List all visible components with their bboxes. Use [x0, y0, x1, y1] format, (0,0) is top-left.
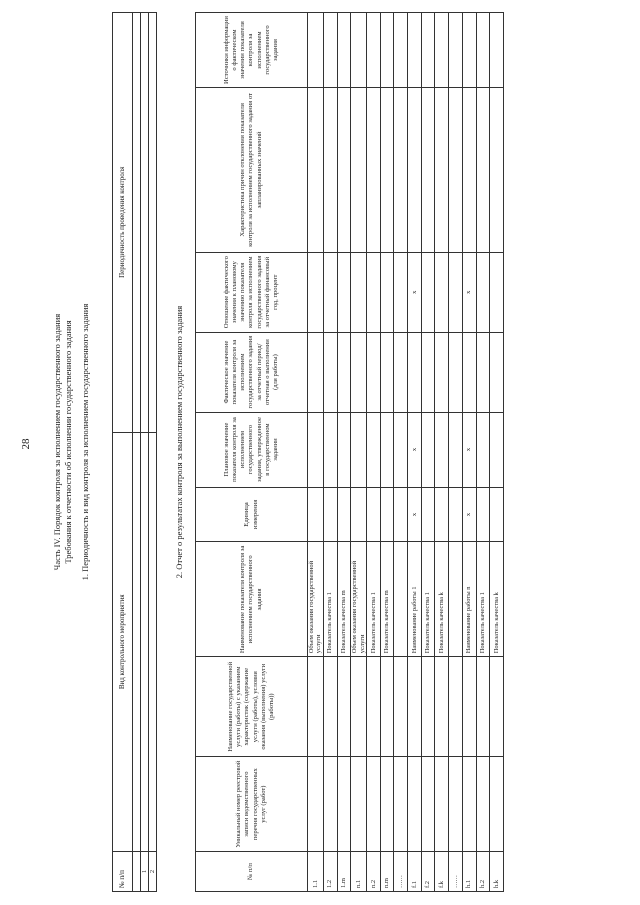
indicator-name-cell: Наименование работы n — [462, 542, 476, 657]
table-row — [449, 13, 463, 892]
report-table-body — [308, 13, 504, 892]
actual-value-cell — [380, 332, 394, 412]
table-cell — [141, 13, 149, 433]
unit-cell — [476, 487, 490, 542]
table-row — [133, 13, 141, 892]
table-row — [380, 13, 394, 892]
service-name-cell — [308, 657, 324, 757]
service-name-cell — [394, 657, 408, 757]
planned-value-cell — [308, 412, 324, 487]
deviation-reasons-cell — [476, 88, 490, 253]
service-name-cell — [367, 657, 381, 757]
service-name-cell — [323, 657, 337, 757]
registry-number-cell — [462, 757, 476, 852]
planned-value-cell — [367, 412, 381, 487]
document-page — [20, 12, 620, 892]
row-number-cell: f.2 — [421, 852, 435, 892]
info-sources-cell — [337, 13, 351, 88]
service-name-cell — [421, 657, 435, 757]
table-cell — [133, 852, 141, 892]
actual-value-cell — [476, 332, 490, 412]
indicator-name-cell: Показатель качества 1 — [367, 542, 381, 657]
row-number-cell: h.2 — [476, 852, 490, 892]
registry-number-cell — [476, 757, 490, 852]
planned-value-cell — [351, 412, 367, 487]
indicator-name-cell: Показатель качества 1 — [323, 542, 337, 657]
ratio-cell — [394, 252, 408, 332]
ratio-cell — [490, 252, 504, 332]
registry-number-cell — [351, 757, 367, 852]
service-name-cell — [337, 657, 351, 757]
info-sources-cell — [435, 13, 449, 88]
report-table — [195, 12, 504, 892]
unit-cell — [435, 487, 449, 542]
report-header-planned-value: Плановое значение показателя контроля за исполнением государственного задания, утвержденное в государственном задании — [196, 412, 308, 487]
table-row — [476, 13, 490, 892]
info-sources-cell — [449, 13, 463, 88]
info-sources-cell — [462, 13, 476, 88]
info-sources-cell — [308, 13, 324, 88]
ratio-cell — [421, 252, 435, 332]
unit-cell — [449, 487, 463, 542]
row-number-cell: n.2 — [367, 852, 381, 892]
report-header-actual-value: Фактическое значение показателя контроля за исполнением государственного задания за отчетный период/отчетная о выполнении (для работы) — [196, 332, 308, 412]
report-header-info-sources: Источники информации о фактическом значении показателя контроля за исполнением государственного задания — [196, 13, 308, 88]
report-table-header — [196, 13, 308, 892]
row-number-cell: h.1 — [462, 852, 476, 892]
table-row — [323, 13, 337, 892]
planned-value-cell — [435, 412, 449, 487]
deviation-reasons-cell — [408, 88, 422, 253]
info-sources-cell — [367, 13, 381, 88]
table-cell — [141, 432, 149, 852]
planned-value-cell — [323, 412, 337, 487]
registry-number-cell — [435, 757, 449, 852]
table-row — [462, 13, 476, 892]
report-header-service-name: Наименование государственной услуги (работы) с указанием характеристик (содержание услуги (работы), условия оказания (выполнения) услуги (работы)) — [196, 657, 308, 757]
ratio-cell — [337, 252, 351, 332]
planned-value-cell — [337, 412, 351, 487]
row-number-cell: …… — [394, 852, 408, 892]
section2-title: 2. Отчет о результатах контроля за выполнением государственного задания — [174, 305, 184, 579]
table-row — [421, 13, 435, 892]
ratio-cell — [380, 252, 394, 332]
table-row — [308, 13, 324, 892]
unit-cell — [380, 487, 394, 542]
ratio-cell: x — [462, 252, 476, 332]
indicator-name-cell — [394, 542, 408, 657]
planned-value-cell: x — [408, 412, 422, 487]
table-row — [394, 13, 408, 892]
info-sources-cell — [323, 13, 337, 88]
indicator-name-cell: Показатель качества 1 — [476, 542, 490, 657]
registry-number-cell — [490, 757, 504, 852]
indicator-name-cell: Показатель качества m — [337, 542, 351, 657]
indicator-name-cell: Наименование работы 1 — [408, 542, 422, 657]
actual-value-cell — [421, 332, 435, 412]
indicator-name-cell: Показатель качества k — [435, 542, 449, 657]
control-table — [112, 12, 157, 892]
ratio-cell: x — [408, 252, 422, 332]
unit-cell — [490, 487, 504, 542]
table-row — [141, 13, 149, 892]
row-number-cell: …… — [449, 852, 463, 892]
service-name-cell — [449, 657, 463, 757]
section1-title: 1. Периодичность и вид контроля за исполнением государственного задания — [80, 303, 90, 581]
unit-cell — [337, 487, 351, 542]
report-header-num: № п/п — [196, 852, 308, 892]
info-sources-cell — [408, 13, 422, 88]
planned-value-cell — [380, 412, 394, 487]
deviation-reasons-cell — [421, 88, 435, 253]
planned-value-cell — [449, 412, 463, 487]
deviation-reasons-cell — [323, 88, 337, 253]
deviation-reasons-cell — [367, 88, 381, 253]
indicator-name-cell: Показатель качества 1 — [421, 542, 435, 657]
service-name-cell — [435, 657, 449, 757]
deviation-reasons-cell — [337, 88, 351, 253]
actual-value-cell — [323, 332, 337, 412]
table-cell — [133, 432, 141, 852]
deviation-reasons-cell — [490, 88, 504, 253]
row-number-cell: f.1 — [408, 852, 422, 892]
requirements-title: Требования к отчетности об исполнении государственного задания — [63, 320, 73, 564]
service-name-cell — [476, 657, 490, 757]
info-sources-cell — [394, 13, 408, 88]
registry-number-cell — [421, 757, 435, 852]
row-number-cell: 1.m — [337, 852, 351, 892]
planned-value-cell — [421, 412, 435, 487]
deviation-reasons-cell — [462, 88, 476, 253]
actual-value-cell — [449, 332, 463, 412]
service-name-cell — [408, 657, 422, 757]
table-row — [351, 13, 367, 892]
registry-number-cell — [308, 757, 324, 852]
report-header-deviation-reasons: Характеристика причин отклонения показателя контроля за исполнением государственного задания от запланированных значений — [196, 88, 308, 253]
actual-value-cell — [462, 332, 476, 412]
planned-value-cell — [490, 412, 504, 487]
unit-cell: x — [408, 487, 422, 542]
control-header-kind: Вид контрольного мероприятия — [113, 432, 133, 852]
deviation-reasons-cell — [394, 88, 408, 253]
service-name-cell — [462, 657, 476, 757]
ratio-cell — [435, 252, 449, 332]
report-header-indicator-name: Наименование показателя контроля за исполнением государственного задания — [196, 542, 308, 657]
indicator-name-cell: Объем оказания государственной услуги — [308, 542, 324, 657]
table-row — [337, 13, 351, 892]
unit-cell — [394, 487, 408, 542]
deviation-reasons-cell — [435, 88, 449, 253]
registry-number-cell — [323, 757, 337, 852]
table-cell — [149, 13, 157, 433]
indicator-name-cell — [449, 542, 463, 657]
unit-cell — [367, 487, 381, 542]
actual-value-cell — [394, 332, 408, 412]
registry-number-cell — [394, 757, 408, 852]
ratio-cell — [367, 252, 381, 332]
indicator-name-cell: Показатель качества m — [380, 542, 394, 657]
service-name-cell — [380, 657, 394, 757]
info-sources-cell — [476, 13, 490, 88]
row-number-cell: h.k — [490, 852, 504, 892]
actual-value-cell — [337, 332, 351, 412]
table-row — [367, 13, 381, 892]
control-header-num: № п/п — [113, 852, 133, 892]
table-row — [149, 13, 157, 892]
table-cell — [149, 432, 157, 852]
table-row — [408, 13, 422, 892]
control-header-periodicity: Периодичность проведения контроля — [113, 13, 133, 433]
ratio-cell — [449, 252, 463, 332]
table-cell: 2 — [149, 852, 157, 892]
info-sources-cell — [490, 13, 504, 88]
report-header-registry-number: Уникальный номер реестровой записи ведомственного перечня государственных услуг (работ) — [196, 757, 308, 852]
service-name-cell — [490, 657, 504, 757]
document-headings — [52, 112, 91, 772]
unit-cell — [308, 487, 324, 542]
registry-number-cell — [337, 757, 351, 852]
registry-number-cell — [380, 757, 394, 852]
control-table-header — [113, 13, 133, 892]
actual-value-cell — [351, 332, 367, 412]
ratio-cell — [323, 252, 337, 332]
actual-value-cell — [308, 332, 324, 412]
row-number-cell: f.k — [435, 852, 449, 892]
table-row — [490, 13, 504, 892]
unit-cell — [323, 487, 337, 542]
actual-value-cell — [408, 332, 422, 412]
indicator-name-cell: Объем оказания государственной услуги — [351, 542, 367, 657]
report-header-unit: Единица измерения — [196, 487, 308, 542]
row-number-cell: n.1 — [351, 852, 367, 892]
registry-number-cell — [408, 757, 422, 852]
deviation-reasons-cell — [449, 88, 463, 253]
info-sources-cell — [421, 13, 435, 88]
planned-value-cell — [476, 412, 490, 487]
table-row — [435, 13, 449, 892]
registry-number-cell — [449, 757, 463, 852]
table-cell: 1 — [141, 852, 149, 892]
planned-value-cell — [394, 412, 408, 487]
row-number-cell: 1.1 — [308, 852, 324, 892]
report-header-ratio: Отношение фактического значения к плановому значению показателя контроля за исполнением государственного задания за отчетный финансовый год, процент — [196, 252, 308, 332]
info-sources-cell — [351, 13, 367, 88]
unit-cell: x — [462, 487, 476, 542]
registry-number-cell — [367, 757, 381, 852]
ratio-cell — [351, 252, 367, 332]
row-number-cell: n.m — [380, 852, 394, 892]
info-sources-cell — [380, 13, 394, 88]
ratio-cell — [308, 252, 324, 332]
ratio-cell — [476, 252, 490, 332]
table-cell — [133, 13, 141, 433]
planned-value-cell: x — [462, 412, 476, 487]
service-name-cell — [351, 657, 367, 757]
actual-value-cell — [435, 332, 449, 412]
part-title: Часть IV. Порядок контроля за исполнением государственного задания — [52, 313, 62, 571]
deviation-reasons-cell — [308, 88, 324, 253]
page-number: 28 — [20, 438, 32, 450]
deviation-reasons-cell — [380, 88, 394, 253]
deviation-reasons-cell — [351, 88, 367, 253]
actual-value-cell — [490, 332, 504, 412]
unit-cell — [351, 487, 367, 542]
actual-value-cell — [367, 332, 381, 412]
indicator-name-cell: Показатель качества k — [490, 542, 504, 657]
unit-cell — [421, 487, 435, 542]
row-number-cell: 1.2 — [323, 852, 337, 892]
